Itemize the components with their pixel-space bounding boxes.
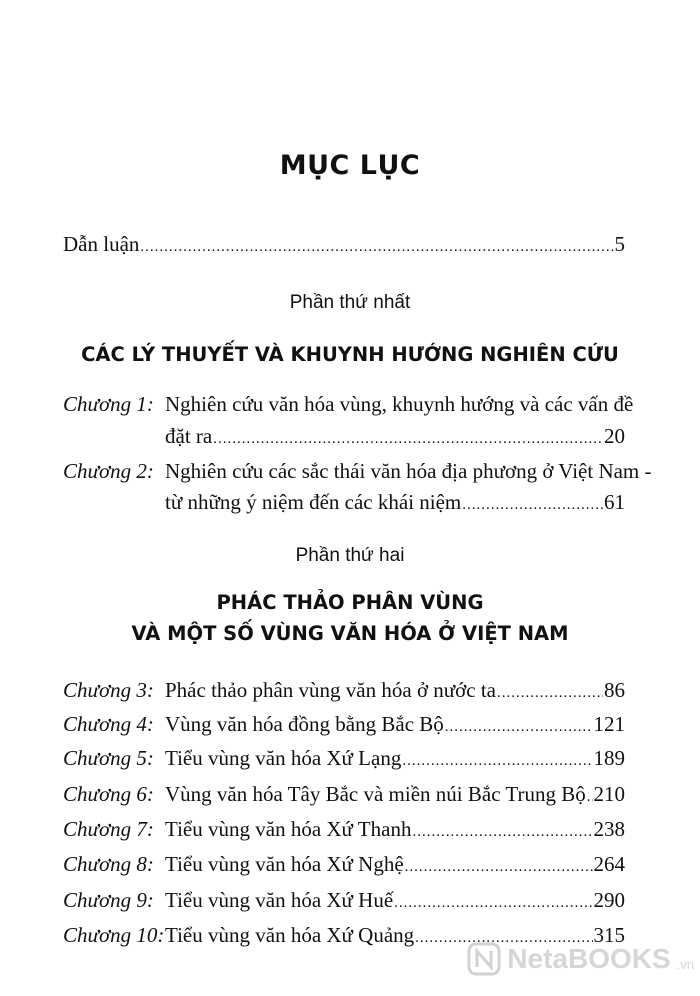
entry-text: Vùng văn hóa đồng bằng Bắc Bộ	[165, 712, 444, 736]
dot-leader	[213, 431, 603, 448]
entry-text: Dẫn luận	[63, 232, 140, 256]
chapter-label: Chương 6:	[63, 782, 154, 806]
entry-page: 121	[593, 712, 625, 736]
watermark-suffix: .vn	[676, 957, 694, 972]
entry-page: 264	[593, 852, 625, 876]
toc-entry-chapter-2	[165, 490, 625, 515]
toc-entry-chapter-8	[165, 852, 625, 877]
toc-entry-intro	[63, 232, 625, 257]
entry-text: Tiểu vùng văn hóa Xứ Lạng	[165, 746, 402, 770]
part2-title-line1: PHÁC THẢO PHÂN VÙNG	[216, 591, 484, 614]
part1-title: CÁC LÝ THUYẾT VÀ KHUYNH HƯỚNG NGHIÊN CỨU	[81, 343, 619, 366]
dot-leader	[445, 719, 593, 736]
part2-title-line2: VÀ MỘT SỐ VÙNG VĂN HÓA Ở VIỆT NAM	[131, 622, 569, 645]
entry-text: đặt ra	[165, 424, 213, 448]
part2-label: Phần thứ hai	[295, 545, 405, 566]
chapter-title-line1: Nghiên cứu các sắc thái văn hóa địa phương ở Việt Nam -	[165, 459, 652, 483]
toc-entry-chapter-1	[165, 424, 625, 449]
dot-leader	[497, 685, 603, 702]
chapter-label: Chương 5:	[63, 746, 154, 770]
chapter-label: Chương 10:	[63, 923, 165, 947]
entry-page: 315	[593, 923, 625, 947]
toc-entry-chapter-3	[165, 678, 625, 703]
entry-text: Tiểu vùng văn hóa Xứ Nghệ	[165, 852, 404, 876]
chapter-label: Chương 1:	[63, 392, 154, 416]
chapter-label: Chương 9:	[63, 888, 154, 912]
dot-leader	[394, 895, 592, 912]
dot-leader	[412, 824, 592, 841]
entry-text: Phác thảo phân vùng văn hóa ở nước ta	[165, 678, 497, 702]
dot-leader	[587, 789, 593, 806]
entry-page: 61	[604, 490, 625, 514]
dot-leader	[402, 753, 592, 770]
entry-text: Tiểu vùng văn hóa Xứ Huế	[165, 888, 394, 912]
dot-leader	[405, 859, 593, 876]
watermark	[467, 942, 694, 976]
chapter-title-line1: Nghiên cứu văn hóa vùng, khuynh hướng và các vấn đề	[165, 392, 634, 416]
toc-entry-chapter-9	[165, 888, 625, 913]
dot-leader	[140, 239, 613, 256]
watermark-brand: NetaBOOKS	[507, 943, 671, 974]
part1-label: Phần thứ nhất	[289, 292, 411, 313]
book-logo-icon	[467, 942, 501, 976]
entry-page: 290	[593, 888, 625, 912]
entry-text: từ những ý niệm đến các khái niệm	[165, 490, 462, 514]
toc-entry-chapter-5	[165, 746, 625, 771]
toc-entry-chapter-6	[165, 782, 625, 807]
entry-page: 189	[593, 746, 625, 770]
entry-text: Tiểu vùng văn hóa Xứ Thanh	[165, 817, 412, 841]
entry-page: 210	[593, 782, 625, 806]
chapter-label: Chương 7:	[63, 817, 154, 841]
chapter-label: Chương 8:	[63, 852, 154, 876]
dot-leader	[462, 497, 603, 514]
entry-page: 20	[604, 424, 625, 448]
entry-page: 238	[593, 817, 625, 841]
entry-text: Vùng văn hóa Tây Bắc và miền núi Bắc Trung Bộ	[165, 782, 586, 806]
toc-entry-chapter-4	[165, 712, 625, 737]
entry-text: Tiểu vùng văn hóa Xứ Quảng	[165, 923, 415, 947]
entry-page: 86	[604, 678, 625, 702]
entry-page: 5	[614, 232, 625, 256]
chapter-label: Chương 3:	[63, 678, 154, 702]
chapter-label: Chương 4:	[63, 712, 154, 736]
chapter-label: Chương 2:	[63, 459, 154, 483]
toc-entry-chapter-7	[165, 817, 625, 842]
page-title: MỤC LỤC	[279, 150, 421, 181]
